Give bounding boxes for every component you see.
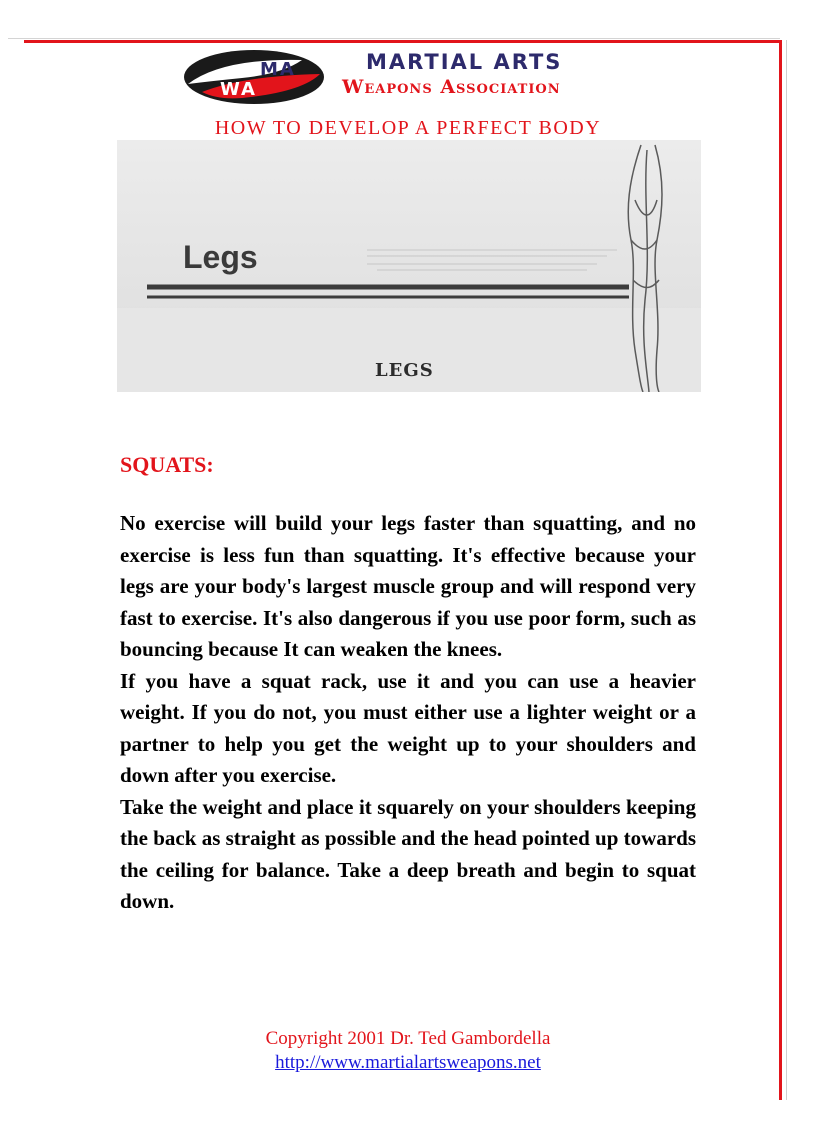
- section-heading: SQUATS:: [120, 452, 214, 477]
- page-frame-right-thin: [786, 40, 787, 1100]
- paragraph-2: If you have a squat rack, use it and you can use a heavier weight. If you do not, you must either use a lighter weight or a partner to help you get the weight up to your shoulders and down after you exercise.: [120, 668, 696, 787]
- page-frame-top-thin: [8, 38, 780, 39]
- website-link[interactable]: http://www.martialartsweapons.net: [275, 1052, 541, 1073]
- logo-text-martial-arts: MARTIAL ARTS: [366, 50, 563, 74]
- page-frame-right: [779, 40, 782, 1100]
- footer-copyright: Copyright 2001 Dr. Ted Gambordella: [265, 1028, 551, 1049]
- paragraph-1: No exercise will build your legs faster than squatting, and no exercise is less fun than squatting. It's effective because your legs are your body's largest muscle group and will respond very fast to exercise. It's also dangerous if you use poor form, such as bouncing because It can weaken the knees.: [120, 511, 696, 661]
- banner-caption: LEGS: [375, 360, 434, 381]
- banner-heading: Legs: [183, 239, 258, 275]
- page-frame-top: [24, 40, 780, 43]
- paragraph-3: Take the weight and place it squarely on your shoulders keeping the back as straight as possible and the head pointed up towards the ceiling for balance. Take a deep breath and begin to squat down.: [120, 794, 696, 913]
- body-text: [120, 508, 696, 918]
- mawa-logo: [182, 48, 652, 108]
- mawa-logo-badge: [182, 48, 332, 106]
- legs-banner-image: [117, 140, 701, 392]
- logo-badge-wa: WA: [220, 79, 257, 100]
- logo-badge-ma: MA: [260, 59, 296, 80]
- logo-text-weapons-association: Weapons Association: [342, 76, 561, 98]
- footer-link-wrapper: [0, 1052, 816, 1074]
- document-title: HOW TO DEVELOP A PERFECT BODY: [214, 117, 602, 139]
